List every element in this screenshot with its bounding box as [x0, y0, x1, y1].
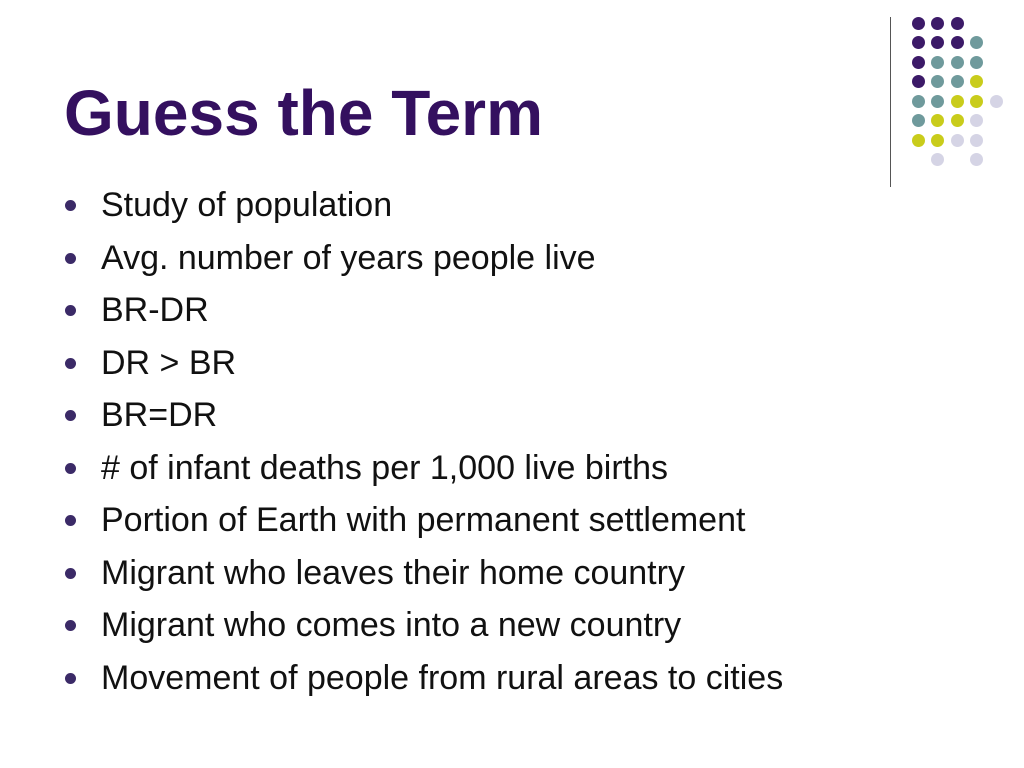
bullet-item — [60, 284, 1000, 337]
bullet-item — [60, 232, 1000, 285]
decorative-dot — [931, 36, 944, 49]
decorative-dot — [931, 114, 944, 127]
decorative-dot — [951, 134, 964, 147]
bullet-text: Movement of people from rural areas to cities — [101, 658, 784, 697]
bullet-icon — [65, 568, 76, 579]
bullet-text: Avg. number of years people live — [101, 238, 596, 277]
bullet-item — [60, 337, 1000, 390]
bullet-item — [60, 179, 1000, 232]
bullet-text: Study of population — [101, 186, 393, 224]
decorative-dot — [970, 153, 983, 166]
decorative-dot — [912, 17, 925, 30]
bullet-icon — [65, 358, 76, 369]
decorative-dot — [990, 95, 1003, 108]
bullet-item — [60, 599, 1000, 652]
bullet-text: DR > BR — [101, 343, 237, 382]
decorative-dot — [912, 75, 925, 88]
decorative-dot — [931, 153, 944, 166]
bullet-icon — [65, 305, 76, 316]
decorative-dot — [912, 114, 925, 127]
decorative-dot — [951, 56, 964, 69]
bullet-icon — [65, 253, 76, 264]
bullet-icon — [65, 673, 76, 684]
bullet-text: BR=DR — [101, 396, 218, 434]
slide-title: Guess the Term — [64, 77, 543, 149]
decorative-dot — [931, 56, 944, 69]
decorative-dot — [970, 114, 983, 127]
decorative-dot — [912, 36, 925, 49]
decorative-dot — [912, 95, 925, 108]
bullet-text: BR-DR — [101, 291, 209, 329]
decorative-dot — [931, 95, 944, 108]
bullet-icon — [65, 620, 76, 631]
decorative-dot — [951, 36, 964, 49]
bullet-text: Portion of Earth with permanent settlement — [101, 501, 746, 539]
bullet-icon — [65, 515, 76, 526]
bullet-icon — [65, 410, 76, 421]
bullet-list — [60, 179, 1000, 704]
decorative-dot — [970, 95, 983, 108]
bullet-icon — [65, 463, 76, 474]
bullet-item — [60, 389, 1000, 442]
decorative-dot — [951, 114, 964, 127]
bullet-item — [60, 652, 1000, 705]
decorative-dot — [970, 134, 983, 147]
bullet-item — [60, 494, 1000, 547]
vertical-divider — [890, 17, 891, 187]
decorative-dot — [970, 75, 983, 88]
bullet-icon — [65, 200, 76, 211]
decorative-dot — [912, 56, 925, 69]
decorative-dot — [970, 36, 983, 49]
decorative-dot — [931, 75, 944, 88]
bullet-item — [60, 442, 1000, 495]
decorative-dot — [931, 17, 944, 30]
decorative-dot — [951, 75, 964, 88]
decorative-dot — [951, 95, 964, 108]
decorative-dot — [951, 17, 964, 30]
bullet-text: # of infant deaths per 1,000 live births — [101, 448, 669, 487]
decorative-dot — [912, 134, 925, 147]
decorative-dot — [970, 56, 983, 69]
bullet-text: Migrant who leaves their home country — [101, 553, 685, 592]
decorative-dot — [931, 134, 944, 147]
bullet-item — [60, 547, 1000, 600]
bullet-text: Migrant who comes into a new country — [101, 606, 682, 644]
